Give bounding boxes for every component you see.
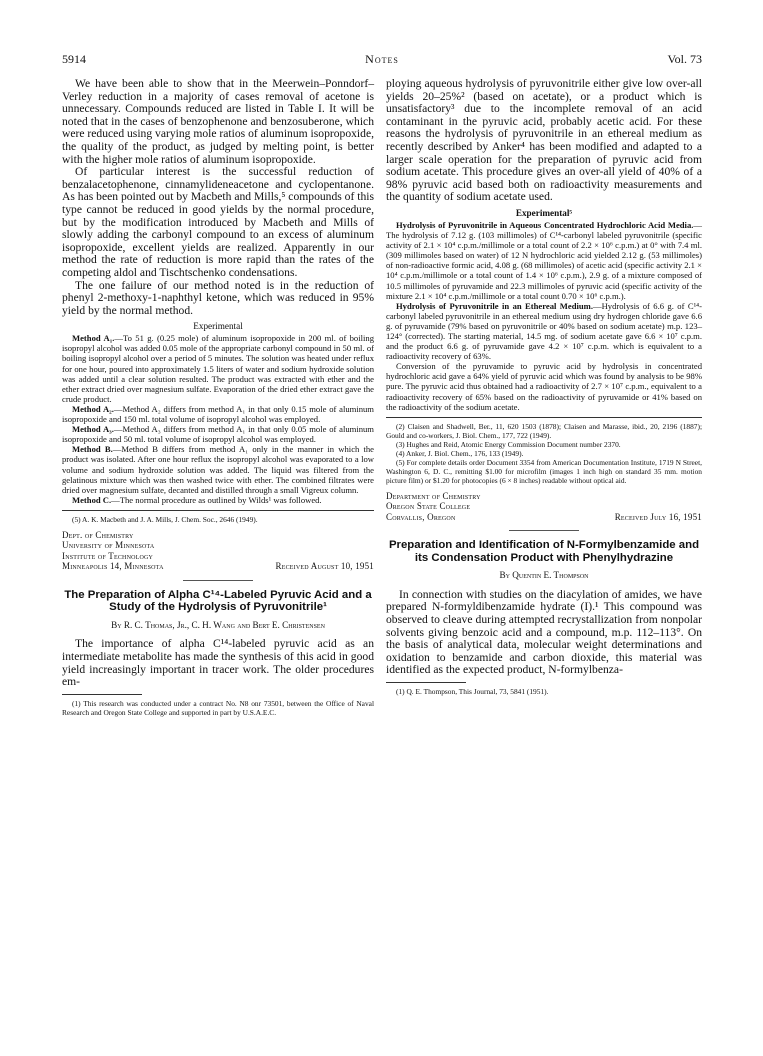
footnote-rule <box>386 682 466 683</box>
affil-city: Minneapolis 14, Minnesota <box>62 561 164 572</box>
received-date: Received July 16, 1951 <box>614 511 702 522</box>
method-a2-paragraph <box>62 404 374 424</box>
experimental-heading: Experimental <box>193 321 243 332</box>
footnote-4: (4) Anker, J. Biol. Chem., 176, 133 (1949). <box>396 448 524 458</box>
article-title: The Preparation of Alpha C¹⁴-Labeled Pyruvic Acid and a Study of the Hydrolysis of Pyruvonitrile¹ <box>64 588 372 614</box>
hydrolysis-ethereal-title: Hydrolysis of Pyruvonitrile in an Ethereal Medium. <box>396 300 593 311</box>
method-a2-label: Method A₂. <box>72 403 114 414</box>
affiliation-block-2 <box>386 491 702 523</box>
method-b-label: Method B. <box>72 444 113 455</box>
left-column <box>62 78 374 717</box>
article-title: Preparation and Identification of N-Formylbenzamide and its Condensation Product with Phenylhydrazine <box>388 539 700 564</box>
footnote-3: (3) Hughes and Reid, Atomic Energy Commission Document number 2370. <box>396 439 621 449</box>
volume-number: Vol. 73 <box>667 52 702 66</box>
hydrolysis-aqueous-title: Hydrolysis of Pyruvonitrile in Aqueous Concentrated Hydrochloric Acid Media. <box>396 219 694 230</box>
method-a1-paragraph <box>62 333 374 404</box>
article-paragraph: The importance of alpha C¹⁴-labeled pyruvic acid as an intermediate metabolite has made the synthesis of this acid in good yield increasingly important in tracer work. The older procedures em- <box>62 637 374 689</box>
intro-paragraph-1: We have been able to show that in the Meerwein–Ponndorf–Verley reduction in a majority of cases removal of acetone is unnecessary. Compounds reduced are listed in Table I. It will be noted that in the cases of benzophenone and benzosuberone, which were reduced using varying mole ratios of aluminum isopropoxide, the quality of the product, as judged by melting point, is better with the higher mole ratios of aluminum isopropoxide. <box>62 77 374 166</box>
affil-line-last <box>386 512 702 523</box>
method-a1-label: Method A₁. <box>72 333 115 344</box>
footnote-rule <box>386 417 702 418</box>
section-title: Notes <box>365 52 399 66</box>
article-footnote-1: (1) This research was conducted under a contract No. N8 onr 73501, between the Office of Naval Research and Oregon State College and supported in part by U.S.A.E.C. <box>62 698 374 717</box>
affil-line: University of Minnesota <box>62 540 155 551</box>
affil-line: Dept. of Chemistry <box>62 529 134 540</box>
footnote-5: (5) For complete details order Document 3354 from American Documentation Institute, 1719 N Street, Washington 6, D. C., remitting $1.00 for microfilm (images 1 inch high on standard 35 mm. motion picture film) or $1.20 for photocopies (6 × 8 inches) readable without optical aid. <box>386 457 702 485</box>
method-a3-text: —Method A₃ differs from method A₁ in that only 0.05 mole of aluminum isopropoxide and 50 ml. total volume of isopropyl alcohol was employed. <box>62 424 374 445</box>
right-column <box>386 78 702 696</box>
received-date: Received August 10, 1951 <box>275 561 374 572</box>
affiliation-block-1 <box>62 530 374 572</box>
hydrolysis-aqueous-text: —The hydrolysis of 7.12 g. (103 millimoles) of C¹⁴-carbonyl labeled pyruvonitrile (specific activity of 2.1 × 10⁴ c.p.m./millimole or a total count of 2.2 × 10⁶ c.p.m.) at 0° with 7.4 ml. (309 millimoles based on water) of 12 N hydrochloric acid yielded 2.12 g. (53 millimoles) of non-radioactive formic acid, 4.08 g. (68 millimoles) of acetic acid (specific activity 2.1 × 10⁴ c.p.m./millimole or a total count of 1.4 × 10⁶ c.p.m.), 2.9 g. of a mixture composed of 10.5 millimoles of pyruvamide and 22.3 millimoles of pyruvic acid (specific activity of the mixture 2.1 × 10⁴ c.p.m./millimole or a total count 0.70 × 10⁶ c.p.m.). <box>386 219 702 301</box>
article-footnote-1: (1) Q. E. Thompson, This Journal, 73, 5841 (1951). <box>396 686 549 696</box>
hydrolysis-ethereal-paragraph <box>386 301 702 362</box>
hydrolysis-aqueous-paragraph <box>386 220 702 301</box>
affil-city: Corvallis, Oregon <box>386 511 456 522</box>
affil-line: Department of Chemistry <box>386 490 481 501</box>
affil-line-last <box>62 561 374 572</box>
method-c-paragraph <box>62 495 374 505</box>
conversion-paragraph: Conversion of the pyruvamide to pyruvic acid by hydrolysis in concentrated hydrochloric acid gave a 64% yield of pyruvic acid which was found by analysis to be 98% pure. The pyruvic acid thus obtained had a radioactivity of 2.7 × 10⁷ c.p.m., equivalent to a radioactivity recovery of 65% based on the radioactivity of pyruvamide or 41% based on the radioactivity of the sodium acetate. <box>386 361 702 412</box>
experimental-heading: Experimental⁵ <box>515 207 573 218</box>
article-paragraph: In connection with studies on the diacylation of amides, we have prepared N-formyldibenzamide hydrate (I).¹ This compound was observed to cleave during attempted recrystallization from nonpolar solvents giving benzoic acid and a compound, m.p. 112–113°. On the basis of analytical data, molecular weight determinations and oxidation to benzamide and carbon dioxide, this material was identified as the expected product, N-formylbenza- <box>386 587 702 677</box>
intro-paragraph-2: Of particular interest is the successful reduction of benzalacetophenone, cinnamylideneacetone and cyclopentanone. As has been pointed out by Macbeth and Mills,⁵ compounds of this type cannot be reduced in good yields by the normal procedure, but by the modification introduced by Macbeth and Mills of slowly adding the carbonyl compound to an excess of aluminum isopropoxide, excellent yields are realized. Apparently in our method the rate of reduction is more rapid than the rates of the competing aldol and Tischtschenko condensations. <box>62 165 374 279</box>
footnote-rule <box>62 694 142 695</box>
article-separator <box>183 580 253 581</box>
affil-line: Institute of Technology <box>62 550 154 561</box>
footnote-5: (5) A. K. Macbeth and J. A. Mills, J. Chem. Soc., 2646 (1949). <box>72 514 258 524</box>
footnote-2: (2) Claisen and Shadwell, Ber., 11, 620 1503 (1878); Claisen and Marasse, ibid., 20, 2196 (1887); Gould and co-workers, J. Biol. Chem., 177, 722 (1949). <box>386 421 702 440</box>
article-author: By Quentin E. Thompson <box>499 570 589 581</box>
method-a3-label: Method A₃. <box>72 424 114 435</box>
method-a2-text: —Method A₂ differs from method A₁ in that only 0.15 mole of aluminum isopropoxide and 150 ml. total volume of isopropyl alcohol was employed. <box>62 403 374 425</box>
running-header <box>62 52 702 68</box>
hydrolysis-ethereal-text: —Hydrolysis of 6.6 g. of C¹⁴-carbonyl labeled pyruvonitrile in an ethereal medium using dry hydrogen chloride gave 6.6 g. of pyruvamide (79% based on pyruvonitrile or 40% based on sodium acetate) m.p. 123–124° (corrected). The starting material, 14.5 mg. of sodium acetate gave 6.6 × 10⁷ c.p.m. and the product 6.6 g. of pyruvamide gave 4.2 × 10⁷ c.p.m. which is equivalent to a radioactivity recovery of 63%. <box>386 300 702 362</box>
method-b-paragraph <box>62 444 374 494</box>
intro-paragraph-3: The one failure of our method noted is in the reduction of phenyl 2-methoxy-1-naphthyl ketone, which was reduced in 95% yield by the normal method. <box>62 278 374 317</box>
affil-line: Oregon State College <box>386 501 471 512</box>
article-separator <box>509 530 579 531</box>
continued-paragraph: ploying aqueous hydrolysis of pyruvonitrile either give low over-all yields 20–25%² (based on acetate), or a product which is unsatisfactory³ due to the incomplete removal of an acid contaminant in the pyruvic acid, probably acetic acid. For these reasons the hydrolysis of pyruvonitrile in an ethereal medium as recently described by Anker⁴ has been modified and adapted to a larger scale operation for the preparation of pyruvic acid from sodium acetate. This procedure gives an over-all yield of 40% of a 98% pyruvic acid based both on radioactivity measurements and the quantity of sodium acetate used. <box>386 77 702 204</box>
page-number: 5914 <box>62 52 86 66</box>
footnote-rule <box>62 510 374 511</box>
method-b-text: —Method B differs from method A₁ only in the manner in which the product was isolated. After one hour reflux the isopropyl alcohol was evaporated to a low volume and sodium hydroxide solution was added. The liquid was filtered from the gelatinous mixture which was then washed twice with ether. The combined filtrates were dried over magnesium sulfate, decanted and distilled through a small Vigreux column. <box>62 444 374 495</box>
method-a1-text: —To 51 g. (0.25 mole) of aluminum isopropoxide in 200 ml. of boiling isopropyl alcohol was added 0.05 mole of the appropriate carbonyl compound in 50 ml. of boiling isopropyl alcohol over a period of 5 minutes. The solution was heated under reflux for one hour, poured into approximately 1.5 liters of water and sodium hydroxide solution was added until a clear solution resulted. The product was extracted with ether and the ether extract dried over magnesium sulfate. Evaporation of the dried ether extract gave the crude product. <box>62 333 374 404</box>
article-authors: By R. C. Thomas, Jr., C. H. Wang and Bert E. Christensen <box>111 619 325 630</box>
method-c-text: —The normal procedure as outlined by Wilds¹ was followed. <box>111 494 322 505</box>
method-c-label: Method C. <box>72 494 112 505</box>
method-a3-paragraph <box>62 424 374 444</box>
